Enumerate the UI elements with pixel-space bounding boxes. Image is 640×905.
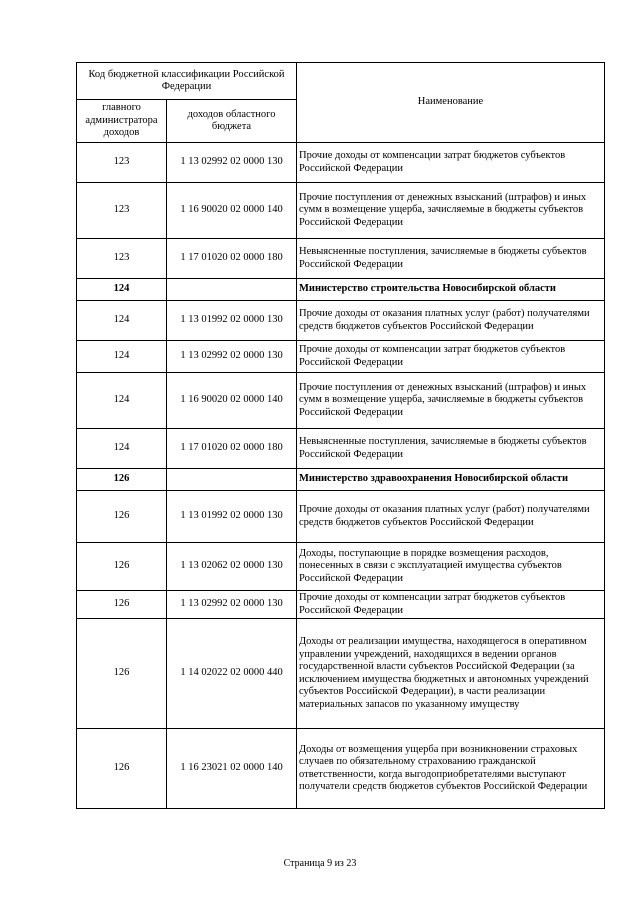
admin-cell: 124 xyxy=(77,373,167,429)
code-cell: 1 13 02992 02 0000 130 xyxy=(167,143,297,183)
code-cell: 1 16 23021 02 0000 140 xyxy=(167,729,297,809)
income-header: доходов областного бюджета xyxy=(167,100,297,143)
admin-cell: 123 xyxy=(77,143,167,183)
admin-cell: 126 xyxy=(77,729,167,809)
table-row xyxy=(77,239,605,279)
admin-cell: 126 xyxy=(77,591,167,619)
table-row xyxy=(77,729,605,809)
admin-cell: 126 xyxy=(77,543,167,591)
table-row xyxy=(77,301,605,341)
admin-cell: 126 xyxy=(77,469,167,491)
table-row xyxy=(77,183,605,239)
table-row xyxy=(77,429,605,469)
code-cell: 1 17 01020 02 0000 180 xyxy=(167,429,297,469)
code-cell xyxy=(167,469,297,491)
code-cell: 1 16 90020 02 0000 140 xyxy=(167,373,297,429)
code-cell: 1 13 01992 02 0000 130 xyxy=(167,491,297,543)
admin-cell: 124 xyxy=(77,279,167,301)
kbk-header: Код бюджетной классификации Российской Федерации xyxy=(77,63,297,100)
name-cell: Прочие доходы от компенсации затрат бюджетов субъектов Российской Федерации xyxy=(297,591,605,619)
admin-cell: 123 xyxy=(77,183,167,239)
table-row xyxy=(77,591,605,619)
code-cell: 1 13 02992 02 0000 130 xyxy=(167,341,297,373)
name-cell: Прочие доходы от компенсации затрат бюджетов субъектов Российской Федерации xyxy=(297,143,605,183)
admin-cell: 124 xyxy=(77,341,167,373)
table-header xyxy=(77,63,605,143)
name-cell: Министерство строительства Новосибирской области xyxy=(297,279,605,301)
code-cell: 1 16 90020 02 0000 140 xyxy=(167,183,297,239)
code-cell: 1 14 02022 02 0000 440 xyxy=(167,619,297,729)
name-cell: Прочие доходы от оказания платных услуг (работ) получателями средств бюджетов субъектов Российской Федерации xyxy=(297,301,605,341)
name-cell: Невыясненные поступления, зачисляемые в бюджеты субъектов Российской Федерации xyxy=(297,239,605,279)
code-cell: 1 13 02062 02 0000 130 xyxy=(167,543,297,591)
table-row xyxy=(77,373,605,429)
admin-cell: 126 xyxy=(77,619,167,729)
code-cell xyxy=(167,279,297,301)
admin-cell: 126 xyxy=(77,491,167,543)
table-row xyxy=(77,341,605,373)
name-cell: Доходы от реализации имущества, находящегося в оперативном управлении учреждений, находящихся в ведении органов государственной власти субъектов Российской Федерации (за исключением имущества бюджетных и автономных учреждений субъектов Российской Федерации), в части реализации материальных запасов по указанному имуществу xyxy=(297,619,605,729)
name-cell: Невыясненные поступления, зачисляемые в бюджеты субъектов Российской Федерации xyxy=(297,429,605,469)
table-row xyxy=(77,619,605,729)
admin-cell: 124 xyxy=(77,301,167,341)
name-cell: Министерство здравоохранения Новосибирской области xyxy=(297,469,605,491)
name-cell: Прочие доходы от компенсации затрат бюджетов субъектов Российской Федерации xyxy=(297,341,605,373)
budget-classification-table xyxy=(76,62,605,809)
name-cell: Доходы от возмещения ущерба при возникновении страховых случаев по обязательному страхованию гражданской ответственности, когда выгодоприобретателями выступают получатели средств бюджетов субъектов Российской Федерации xyxy=(297,729,605,809)
table-body xyxy=(77,143,605,809)
admin-header: главного администратора доходов xyxy=(77,100,167,143)
table-row xyxy=(77,143,605,183)
code-cell: 1 13 01992 02 0000 130 xyxy=(167,301,297,341)
name-cell: Доходы, поступающие в порядке возмещения расходов, понесенных в связи с эксплуатацией имущества субъектов Российской Федерации xyxy=(297,543,605,591)
code-cell: 1 17 01020 02 0000 180 xyxy=(167,239,297,279)
admin-cell: 123 xyxy=(77,239,167,279)
admin-cell: 124 xyxy=(77,429,167,469)
table-row xyxy=(77,491,605,543)
table-row xyxy=(77,469,605,491)
code-cell: 1 13 02992 02 0000 130 xyxy=(167,591,297,619)
name-cell: Прочие доходы от оказания платных услуг (работ) получателями средств бюджетов субъектов Российской Федерации xyxy=(297,491,605,543)
table-row xyxy=(77,543,605,591)
table-row xyxy=(77,279,605,301)
name-cell: Прочие поступления от денежных взысканий (штрафов) и иных сумм в возмещение ущерба, зачисляемые в бюджеты субъектов Российской Федерации xyxy=(297,373,605,429)
page-number: Страница 9 из 23 xyxy=(283,858,357,869)
name-cell: Прочие поступления от денежных взысканий (штрафов) и иных сумм в возмещение ущерба, зачисляемые в бюджеты субъектов Российской Федерации xyxy=(297,183,605,239)
name-header: Наименование xyxy=(297,63,605,143)
